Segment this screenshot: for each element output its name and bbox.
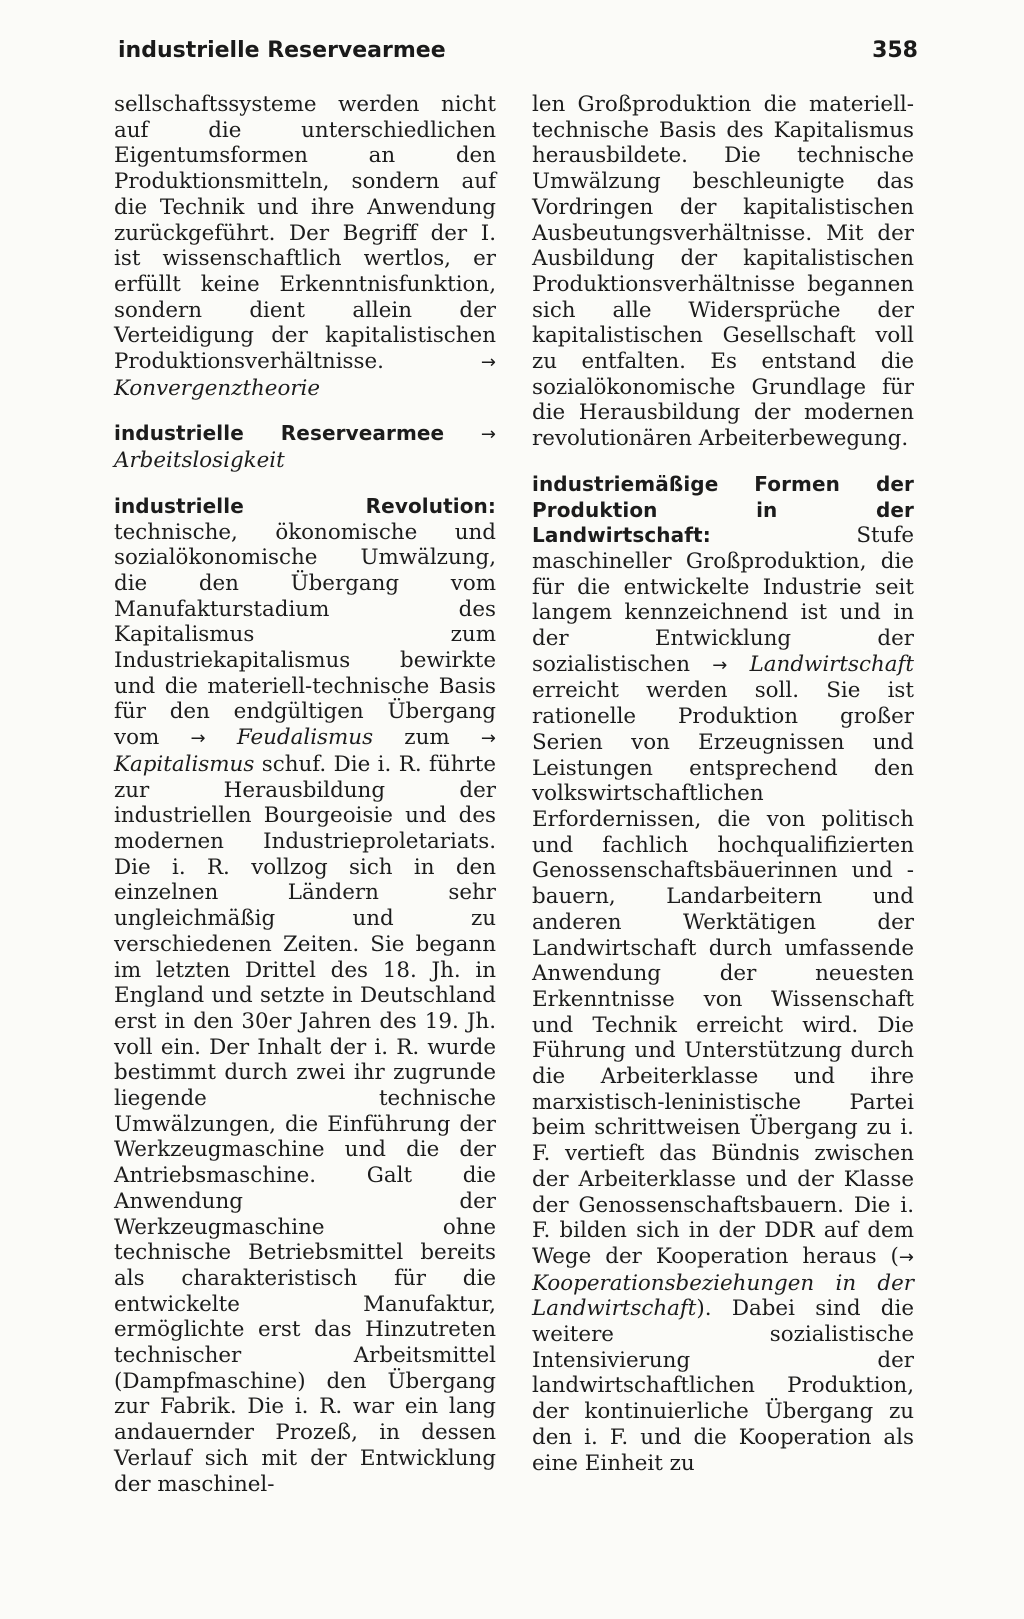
- page-number: 358: [872, 38, 918, 63]
- cross-reference-link[interactable]: Konvergenztheorie: [114, 375, 321, 401]
- entry-text: schuf. Die i. R. führte zur Herausbildung der industriellen Bourgeoisie und des modernen Industrieproletariats. Die i. R. vollzog sich in den einzelnen Ländern sehr ungleichmäßig und zu verschiedenen Zeiten. Sie begann im letzten Drittel des 18. Jh. in England und setzte in Deutschland erst in den 30er Jahren des 19. Jh. voll ein. Der Inhalt der i. R. wurde bestimmt durch zwei ihr zugrunde liegende technische Umwälzungen, die Einführung der Werkzeugmaschine und die der Antriebsmaschine. Galt die Anwendung der Werkzeugmaschine ohne technische Betriebsmittel bereits als charakteristisch für die entwickelte Manufaktur, ermöglichte erst das Hinzutreten technischer Arbeitsmittel (Dampfmaschine) den Übergang zur Fabrik. Die i. R. war ein lang andauernder Prozeß, in dessen Verlauf sich mit der Entwicklung der maschinel-: [114, 751, 496, 1497]
- entry-body: [532, 472, 914, 1476]
- see-arrow-icon: →: [480, 424, 496, 446]
- entry-text: ). Dabei sind die weitere sozialistische Intensivierung der landwirtschaftlichen Produktion, der kontinuierliche Übergang zu den i. F. und die Kooperation als eine Einheit zu: [532, 1296, 914, 1476]
- entry-industrielle-revolution: [114, 494, 496, 1497]
- entry-text: technische, ökonomische und sozialökonomische Umwälzung, die den Übergang vom Manufakturstadium des Kapitalismus zum Industriekapitalismus bewirkte und die materiell-technische Basis für den endgültigen Übergang vom: [114, 519, 496, 751]
- see-arrow-icon: →: [480, 728, 496, 750]
- cross-reference-link[interactable]: Kapitalismus: [114, 751, 255, 777]
- entry-headword: industrielle Reservearmee: [114, 421, 445, 446]
- entry-body: len Großproduktion die materiell-technische Basis des Kapitalismus herausbildete. Die technische Umwälzung beschleunigte das Vordringen der kapitalistischen Ausbeutungsverhältnisse. Mit der Ausbildung der kapitalistischen Produktionsverhältnisse begannen sich alle Widersprüche der kapitalistischen Gesellschaft voll zu entfalten. Es entstand die sozialökonomische Grundlage für die Herausbildung der modernen revolutionären Arbeiterbewegung.: [532, 92, 914, 452]
- cross-reference-link[interactable]: Feudalismus: [236, 725, 374, 751]
- entry-headword: industrielle Revolution:: [114, 493, 496, 518]
- entry-continuation-revolution: [532, 92, 914, 452]
- entry-body: [114, 421, 496, 473]
- left-column: [114, 92, 496, 1517]
- cross-reference-link[interactable]: Landwirtschaft: [749, 651, 914, 677]
- entry-body: [114, 494, 496, 1497]
- entry-headword: industriemäßige Formen der Produktion in der Landwirtschaft:: [532, 471, 914, 548]
- see-arrow-icon: →: [898, 1246, 914, 1268]
- entry-industriemaessige-formen: [532, 472, 914, 1476]
- entry-text: Stufe maschineller Großproduktion, die für die entwickelte Industrie seit langem kennzeichnend ist und in der Entwicklung der sozialistischen: [532, 523, 914, 677]
- see-arrow-icon: →: [480, 352, 496, 374]
- entry-industrielle-reservearmee: [114, 421, 496, 473]
- page-header: [118, 38, 918, 78]
- cross-reference-link[interactable]: Arbeitslosigkeit: [114, 448, 285, 474]
- cross-reference-link[interactable]: Kooperationsbeziehungen in der Landwirtschaft: [532, 1270, 914, 1322]
- entry-text: sellschaftssysteme werden nicht auf die unterschiedlichen Eigentumsformen an den Produktionsmitteln, sondern auf die Technik und ihre Anwendung zurückgeführt. Der Begriff der I. ist wissenschaftlich wertlos, er erfüllt keine Erkenntnisfunktion, sondern dient allein der Verteidigung der kapitalistischen Produktionsverhältnisse.: [114, 92, 496, 375]
- right-column: [532, 92, 914, 1496]
- see-arrow-icon: →: [712, 654, 728, 676]
- entry-continuation-industriegesellschaft: [114, 92, 496, 401]
- see-arrow-icon: →: [190, 728, 206, 750]
- entry-body: [114, 92, 496, 401]
- entry-text: erreicht werden soll. Sie ist rationelle Produktion großer Serien von Erzeugnissen und Leistungen entsprechend den volkswirtschaftlichen Erfordernissen, die von politisch und fachlich hochqualifizierten Genossenschaftsbäuerinnen und -bauern, Landarbeitern und anderen Werktätigen der Landwirtschaft durch umfassende Anwendung der neuesten Erkenntnisse von Wissenschaft und Technik erreicht wird. Die Führung und Unterstützung durch die Arbeiterklasse und ihre marxistisch-leninistische Partei beim schrittweisen Übergang zu i. F. vertieft das Bündnis zwischen der Arbeiterklasse und der Klasse der Genossenschaftsbauern. Die i. F. bilden sich in der DDR auf dem Wege der Kooperation heraus (: [532, 678, 914, 1269]
- running-head: industrielle Reservearmee: [118, 38, 446, 63]
- entry-text: zum: [404, 725, 450, 751]
